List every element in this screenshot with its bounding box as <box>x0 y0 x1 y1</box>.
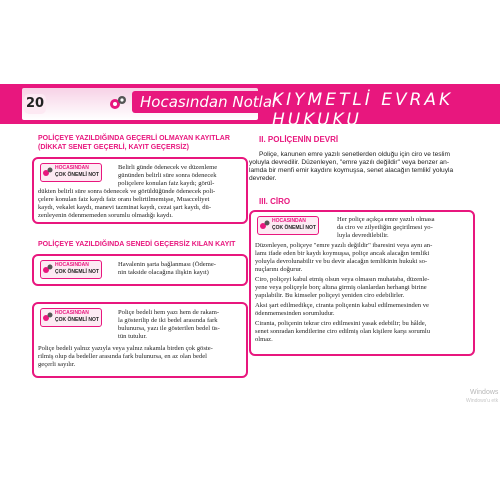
heading-ciro: III. CİRO <box>259 197 291 206</box>
note-badge <box>40 260 102 279</box>
ciro-note-line: da ciro ve zilyetliğin geçirilmesi yo- <box>337 224 433 231</box>
note-icon <box>42 311 54 323</box>
note-badge <box>40 163 102 182</box>
page-number: 20 <box>24 94 46 114</box>
badge-line2: ÇOK ÖNEMLİ NOT <box>55 269 99 275</box>
note3-line: bulunursa, yazı ile gösterilen bedel üs- <box>118 325 220 332</box>
ciro-note-line: Ciranta, poliçenin tekrar ciro edilmesini yasak edebilir; bu hâlde, <box>255 320 427 327</box>
note-icon <box>42 166 54 178</box>
ciro-note-line: senet sonradan kendilerine ciro edilmiş olan kişilere karşı sorumlu <box>255 328 431 335</box>
windows-watermark-sub: Windows'u etk <box>466 398 499 404</box>
ciro-note-line: olmaz. <box>255 336 273 343</box>
note1-line: kaydı, vekalet kaydı, manevi tazminat kaydı, cezai şart kaydı, dü- <box>38 204 212 211</box>
windows-watermark: Windows <box>470 389 499 396</box>
ciro-note-line: Aksi şart edilmedikçe, ciranta poliçenin kabul edilmemesinden ve <box>255 302 429 309</box>
note-badge <box>257 216 319 235</box>
note3-line: la gösterilip de iki bedel arasında fark <box>118 317 218 324</box>
note3-line: tün tutulur. <box>118 333 147 340</box>
badge-line1: HOCASINDAN <box>55 310 89 316</box>
para-line: yoluyla devredilir. Düzenleyen, "emre yazılı değildir" veya benzer an- <box>249 159 450 166</box>
section1-title: POLİÇEYE YAZILDIĞINDA GEÇERLİ OLMAYAN KAYITLAR <box>38 135 230 142</box>
note-box-1 <box>32 157 248 224</box>
section1-subtitle: (DİKKAT SENET GEÇERLİ, KAYIT GEÇERSİZ) <box>38 144 189 151</box>
ciro-note-line: yene veya poliçeyle borç altına girmiş olanlardan herhangi birine <box>255 284 427 291</box>
para-line: lamda bir menfi emir kaydını koymuşsa, senet alacağın temlikî yoluyla <box>249 167 454 174</box>
badge-line1: HOCASINDAN <box>272 218 306 224</box>
note-icon <box>259 219 271 231</box>
note1-line: poliçelere konulan faiz kaydı; görül- <box>118 180 215 187</box>
note1-line: Belirli günde ödenecek ve düzenleme <box>118 164 218 171</box>
para-line: Poliçe, kanunen emre yazılı senetlerden olduğu için ciro ve teslim <box>259 151 450 158</box>
section2-title: POLİÇEYE YAZILDIĞINDA SENEDİ GEÇERSİZ KILAN KAYIT <box>38 241 236 248</box>
chapter-title: KIYMETLİ EVRAK HUKUKU <box>272 90 454 130</box>
note3-line: rilmiş olup da bedeller arasında fark bulunursa, en az olan bedel <box>38 353 207 360</box>
header-banner <box>0 84 500 130</box>
note-box-3 <box>32 302 248 378</box>
note2-line: Havalenin şarta bağlanması (Ödeme- <box>118 261 216 268</box>
badge-line1: HOCASINDAN <box>55 262 89 268</box>
note3-line: Poliçe bedeli yalnız yazıyla veya yalnız rakamla birden çok göste- <box>38 345 213 352</box>
para-line: devreder. <box>249 175 277 182</box>
ciro-note-line: nuçlarını doğurur. <box>255 266 303 273</box>
ciro-note-line: Her poliçe açıkça emre yazılı olmasa <box>337 216 435 223</box>
ciro-note-line: lamı ifade eden bir kaydı koymuşsa, poliçe ancak alacağın temliki <box>255 250 430 257</box>
teacher-icon <box>108 93 130 113</box>
note-icon <box>42 263 54 275</box>
note1-line: gününden belirli süre sonra ödenecek <box>118 172 217 179</box>
note1-line: çelere konulan faiz kaydı faiz oranı belirtilmemişse, Muacceliyet <box>38 196 210 203</box>
note-box-ciro <box>249 210 475 356</box>
ciro-note-line: luyla devredilebilir. <box>337 232 389 239</box>
badge-line2: ÇOK ÖNEMLİ NOT <box>55 172 99 178</box>
section-label: Hocasından Notlar <box>132 91 286 113</box>
ciro-note-line: yoluyla devrolunabilir ve bu devir alacağın temlikinin hukuki so- <box>255 258 428 265</box>
ciro-note-line: ödenmemesinden sorumludur. <box>255 310 335 317</box>
note1-line: dükten belirli süre sonra ödenecek ve görüldüğünde ödenecek poli- <box>38 188 216 195</box>
badge-line2: ÇOK ÖNEMLİ NOT <box>55 317 99 323</box>
note3-line: Poliçe bedeli hem yazı hem de rakam- <box>118 309 220 316</box>
ciro-note-line: Ciro, poliçeyi kabul etmiş olsun veya olmasın muhataba, düzenle- <box>255 276 430 283</box>
badge-line1: HOCASINDAN <box>55 165 89 171</box>
note-box-2 <box>32 254 248 286</box>
note-badge <box>40 308 102 327</box>
ciro-note-line: yapılabilir. Bu kimseler poliçeyi yeniden ciro edebilirler. <box>255 292 405 299</box>
note3-line: geçerli sayılır. <box>38 361 76 368</box>
note2-line: nin takside olacağına ilişkin kayıt) <box>118 269 209 276</box>
ciro-note-line: Düzenleyen, poliçeye "emre yazılı değildir" ibaresini veya aynı an- <box>255 242 433 249</box>
heading-devri: II. POLİÇENİN DEVRİ <box>259 135 339 144</box>
badge-line2: ÇOK ÖNEMLİ NOT <box>272 225 316 231</box>
note1-line: zenleyenin ödenmemeden sorumlu olmadığı kaydı. <box>38 212 173 219</box>
